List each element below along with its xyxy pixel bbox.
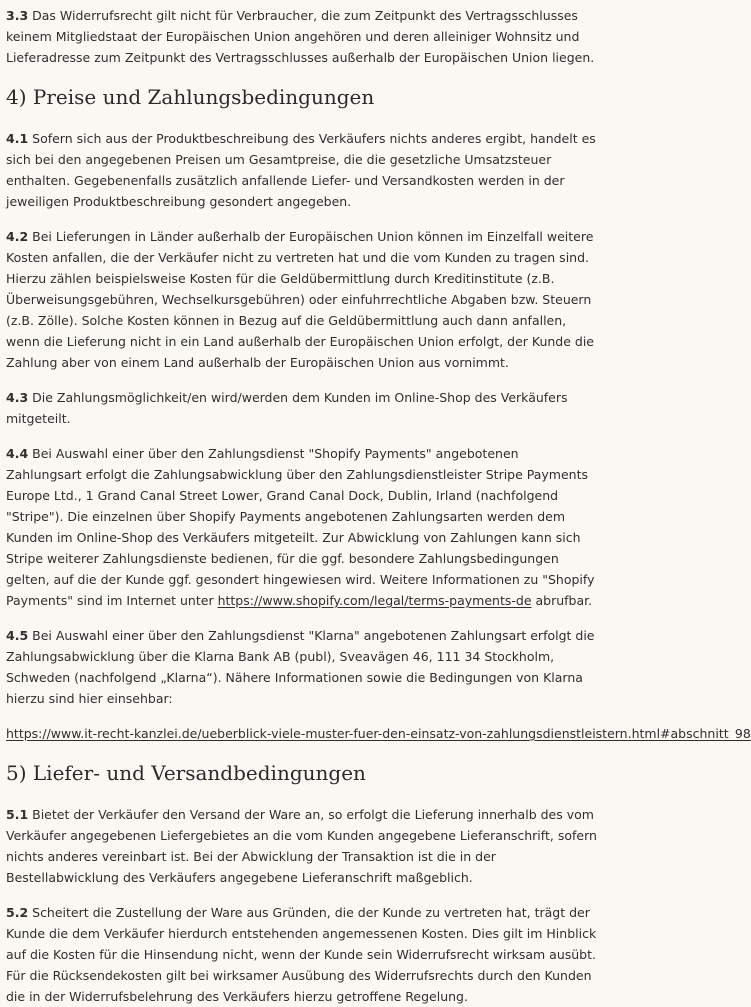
paragraph-number: 4.4 xyxy=(6,446,29,461)
paragraph-4-4 xyxy=(6,443,598,611)
paragraph-number: 4.5 xyxy=(6,628,29,643)
paragraph-text: Sofern sich aus der Produktbeschreibung des Verkäufers nichts anderes ergibt, handelt es sich bei den angegebenen Preisen um Gesamtpreise, die die gesetzliche Umsatzsteuer enthalten. Gegebenenfalls zusätzlich anfallende Liefer- und Versandkosten werden in der jeweiligen Produktbeschreibung gesondert angegeben. xyxy=(6,131,596,209)
paragraph-text: Bei Auswahl einer über den Zahlungsdienst "Shopify Payments" angebotenen Zahlungsart erfolgt die Zahlungsabwicklung über den Zahlungsdienstleister Stripe Payments Europe Ltd., 1 Grand Canal Street Lower, Grand Canal Dock, Dublin, Irland (nachfolgend "Stripe"). Die einzelnen über Shopify Payments angebotenen Zahlungsarten werden dem Kunden im Online-Shop des Verkäufers mitgeteilt. Zur Abwicklung von Zahlungen kann sich Stripe weiterer Zahlungsdienste bedienen, für die ggf. besondere Zahlungsbedingungen gelten, auf die der Kunde ggf. gesondert hingewiesen wird. Weitere Informationen zu "Shopify Payments" sind im Internet unter xyxy=(6,446,595,608)
paragraph-4-2 xyxy=(6,226,598,373)
paragraph-text: Scheitert die Zustellung der Ware aus Gründen, die der Kunde zu vertreten hat, trägt der Kunde die dem Verkäufer hierdurch entstehenden angemessenen Kosten. Dies gilt im Hinblick auf die Kosten für die Hinsendung nicht, wenn der Kunde sein Widerrufsrecht wirksam ausübt. Für die Rücksendekosten gilt bei wirksamer Ausübung des Widerrufsrechts durch den Kunden die in der Widerrufsbelehrung des Verkäufers hierzu getroffene Regelung. xyxy=(6,905,597,1004)
paragraph-3-3 xyxy=(6,5,598,68)
klarna-link-paragraph xyxy=(6,723,751,744)
paragraph-text: Bei Auswahl einer über den Zahlungsdienst "Klarna" angebotenen Zahlungsart erfolgt die Zahlungsabwicklung über die Klarna Bank AB (publ), Sveavägen 46, 111 34 Stockholm, Schweden (nachfolgend „Klarna“). Nähere Informationen sowie die Bedingungen von Klarna hierzu sind hier einsehbar: xyxy=(6,628,595,706)
paragraph-4-1 xyxy=(6,128,598,212)
paragraph-number: 5.2 xyxy=(6,905,29,920)
paragraph-text-after-link: abrufbar. xyxy=(531,593,593,608)
paragraph-number: 4.2 xyxy=(6,229,29,244)
paragraph-4-5 xyxy=(6,625,598,709)
section-4-heading: 4) Preise und Zahlungsbedingungen xyxy=(6,85,375,109)
shopify-terms-link[interactable]: https://www.shopify.com/legal/terms-payments-de xyxy=(217,593,532,608)
paragraph-number: 4.3 xyxy=(6,390,29,405)
paragraph-4-3 xyxy=(6,387,598,429)
paragraph-text: Bei Lieferungen in Länder außerhalb der Europäischen Union können im Einzelfall weitere Kosten anfallen, die der Verkäufer nicht zu vertreten hat und die vom Kunden zu tragen sind. Hierzu zählen beispielsweise Kosten für die Geldübermittlung durch Kreditinstitute (z.B. Überweisungsgebühren, Wechselkursgebühren) oder einfuhrrechtliche Abgaben bzw. Steuern (z.B. Zölle). Solche Kosten können in Bezug auf die Geldübermittlung auch dann anfallen, wenn die Lieferung nicht in ein Land außerhalb der Europäischen Union erfolgt, der Kunde die Zahlung aber von einem Land außerhalb der Europäischen Union aus vornimmt. xyxy=(6,229,594,370)
paragraph-text: Das Widerrufsrecht gilt nicht für Verbraucher, die zum Zeitpunkt des Vertragsschlusses keinem Mitgliedstaat der Europäischen Union angehören und deren alleiniger Wohnsitz und Lieferadresse zum Zeitpunkt des Vertragsschlusses außerhalb der Europäischen Union liegen. xyxy=(6,8,595,65)
klarna-terms-link[interactable]: https://www.it-recht-kanzlei.de/ueberblick-viele-muster-fuer-den-einsatz-von-zahlungsdienstleistern.html#abschnitt_98 xyxy=(6,726,751,741)
paragraph-text: Bietet der Verkäufer den Versand der Ware an, so erfolgt die Lieferung innerhalb des vom Verkäufer angegebenen Liefergebietes an die vom Kunden angegebene Lieferanschrift, sofern nichts anderes vereinbart ist. Bei der Abwicklung der Transaktion ist die in der Bestellabwicklung des Verkäufers angegebene Lieferanschrift maßgeblich. xyxy=(6,807,597,885)
paragraph-5-2 xyxy=(6,902,598,1007)
paragraph-number: 5.1 xyxy=(6,807,29,822)
section-5-heading: 5) Liefer- und Versandbedingungen xyxy=(6,761,366,785)
paragraph-number: 3.3 xyxy=(6,8,29,23)
paragraph-number: 4.1 xyxy=(6,131,29,146)
paragraph-text: Die Zahlungsmöglichkeit/en wird/werden dem Kunden im Online-Shop des Verkäufers mitgeteilt. xyxy=(6,390,568,426)
paragraph-5-1 xyxy=(6,804,598,888)
